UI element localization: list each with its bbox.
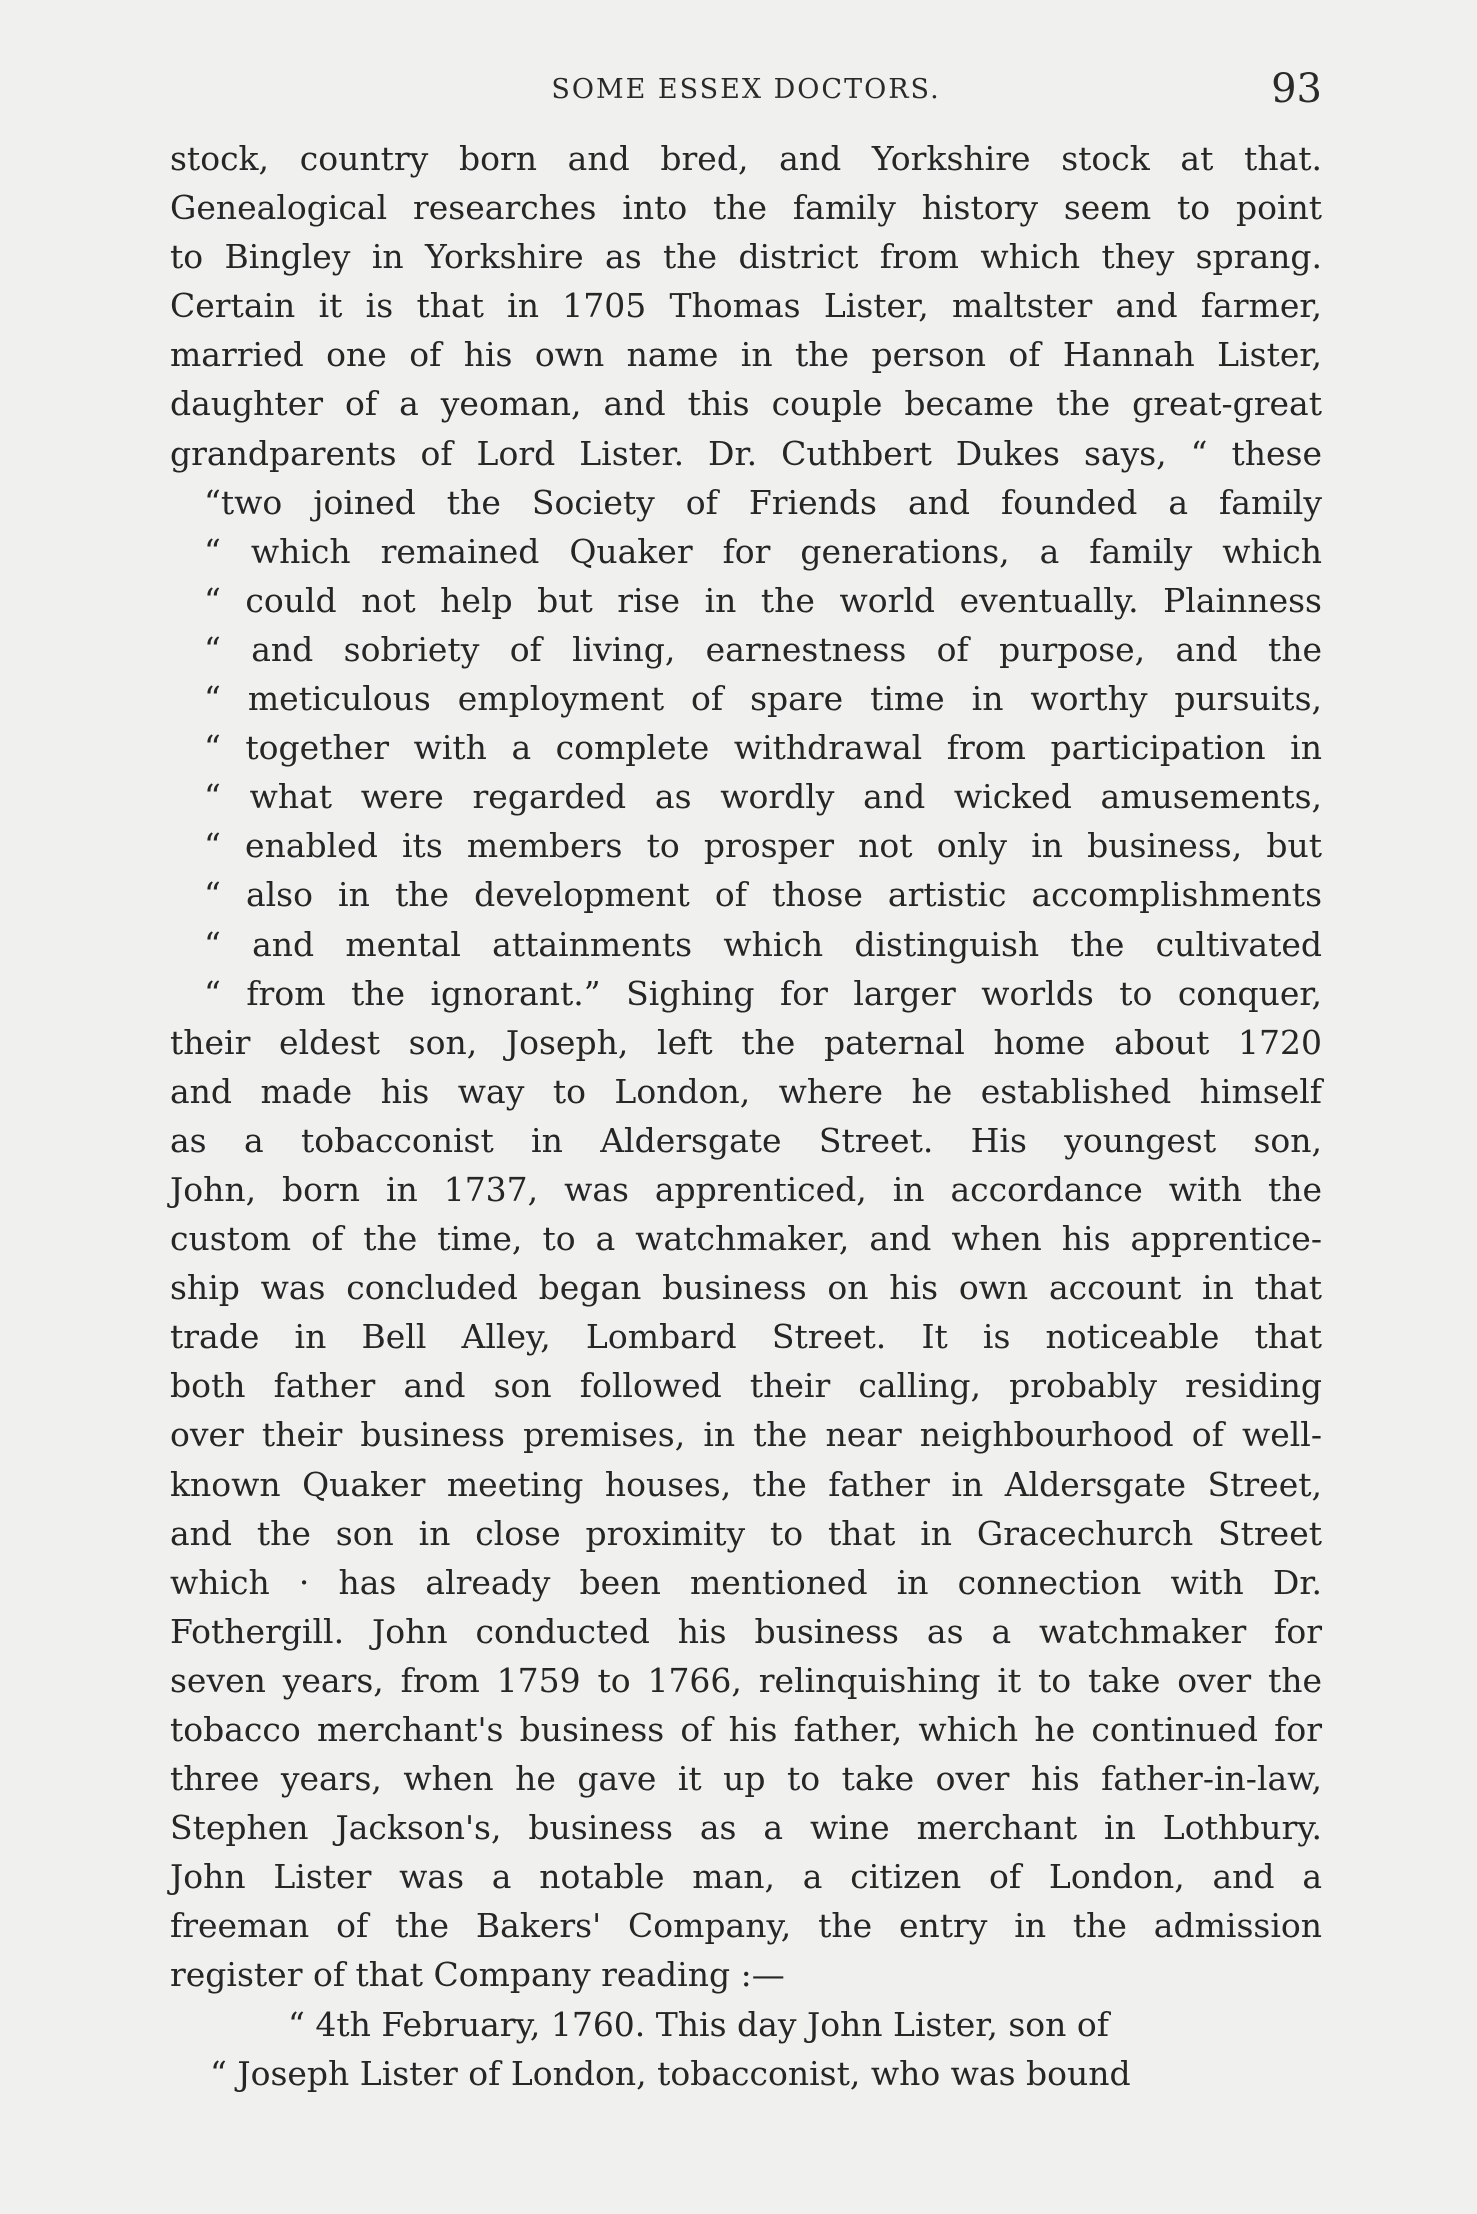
text-line: custom of the time, to a watchmaker, and when his apprentice- [170,1219,1322,1259]
text-line: “ enabled its members to prosper not only in business, but [204,826,1322,866]
running-head [170,66,1322,126]
page-number: 93 [1271,66,1322,112]
text-line: Fothergill. John conducted his business as a watchmaker for [170,1611,1322,1651]
text-line: ship was concluded began business on his own account in that [170,1268,1322,1308]
text-line: over their business premises, in the near neighbourhood of well- [170,1415,1322,1455]
text-line: “ also in the development of those artistic accomplishments [204,875,1322,915]
text-line: and the son in close proximity to that in Gracechurch Street [170,1513,1322,1553]
text-line: John, born in 1737, was apprenticed, in accordance with the [170,1169,1322,1209]
text-line: tobacco merchant's business of his father, which he continued for [170,1710,1322,1749]
text-line: stock, country born and bred, and Yorkshire stock at that. [170,139,1322,178]
text-line: daughter of a yeoman, and this couple became the great-great [170,384,1322,424]
text-line: “two joined the Society of Friends and founded a family [204,482,1322,522]
text-line: which · has already been mentioned in connection with Dr. [170,1562,1322,1602]
text-line: as a tobacconist in Aldersgate Street. His youngest son, [170,1120,1322,1160]
text-line: married one of his own name in the person of Hannah Lister, [170,335,1322,375]
text-line: “ together with a complete withdrawal from participation in [204,728,1322,768]
text-line: their eldest son, Joseph, left the paternal home about 1720 [170,1022,1322,1062]
running-title: SOME ESSEX DOCTORS. [551,74,941,105]
text-line: to Bingley in Yorkshire as the district from which they sprang. [170,237,1322,277]
text-line: Genealogical researches into the family history seem to point [170,188,1322,228]
text-line: freeman of the Bakers' Company, the entry in the admission [170,1906,1322,1946]
text-line: and made his way to London, where he established himself [170,1071,1322,1111]
text-line: “ and mental attainments which distinguish the cultivated [204,924,1322,964]
text-line: seven years, from 1759 to 1766, relinquishing it to take over the [170,1660,1322,1700]
text-line: “ which remained Quaker for generations, a family which [204,531,1322,571]
text-line: known Quaker meeting houses, the father in Aldersgate Street, [170,1464,1322,1504]
text-line: both father and son followed their calling, probably residing [170,1366,1322,1406]
text-line: trade in Bell Alley, Lombard Street. It is noticeable that [170,1317,1322,1357]
text-line: “ from the ignorant.” Sighing for larger worlds to conquer, [204,973,1322,1013]
text-line: grandparents of Lord Lister. Dr. Cuthbert Dukes says, “ these [170,433,1322,473]
text-line: “ and sobriety of living, earnestness of purpose, and the [204,629,1322,669]
text-line: “ Joseph Lister of London, tobacconist, who was bound [210,2053,1131,2093]
text-line: John Lister was a notable man, a citizen of London, and a [170,1857,1322,1897]
text-line: Stephen Jackson's, business as a wine merchant in Lothbury. [170,1808,1322,1848]
text-line: “ meticulous employment of spare time in worthy pursuits, [204,679,1322,719]
text-line: register of that Company reading :— [170,1955,785,1995]
text-line: Certain it is that in 1705 Thomas Lister, maltster and farmer, [170,286,1322,326]
body-text [170,134,1322,2098]
text-line: “ could not help but rise in the world eventually. Plainness [204,580,1322,620]
text-line: “ what were regarded as wordly and wicked amusements, [204,777,1322,817]
text-line: three years, when he gave it up to take over his father-in-law, [170,1759,1322,1799]
text-line: “ 4th February, 1760. This day John Lister, son of [288,2004,1110,2044]
